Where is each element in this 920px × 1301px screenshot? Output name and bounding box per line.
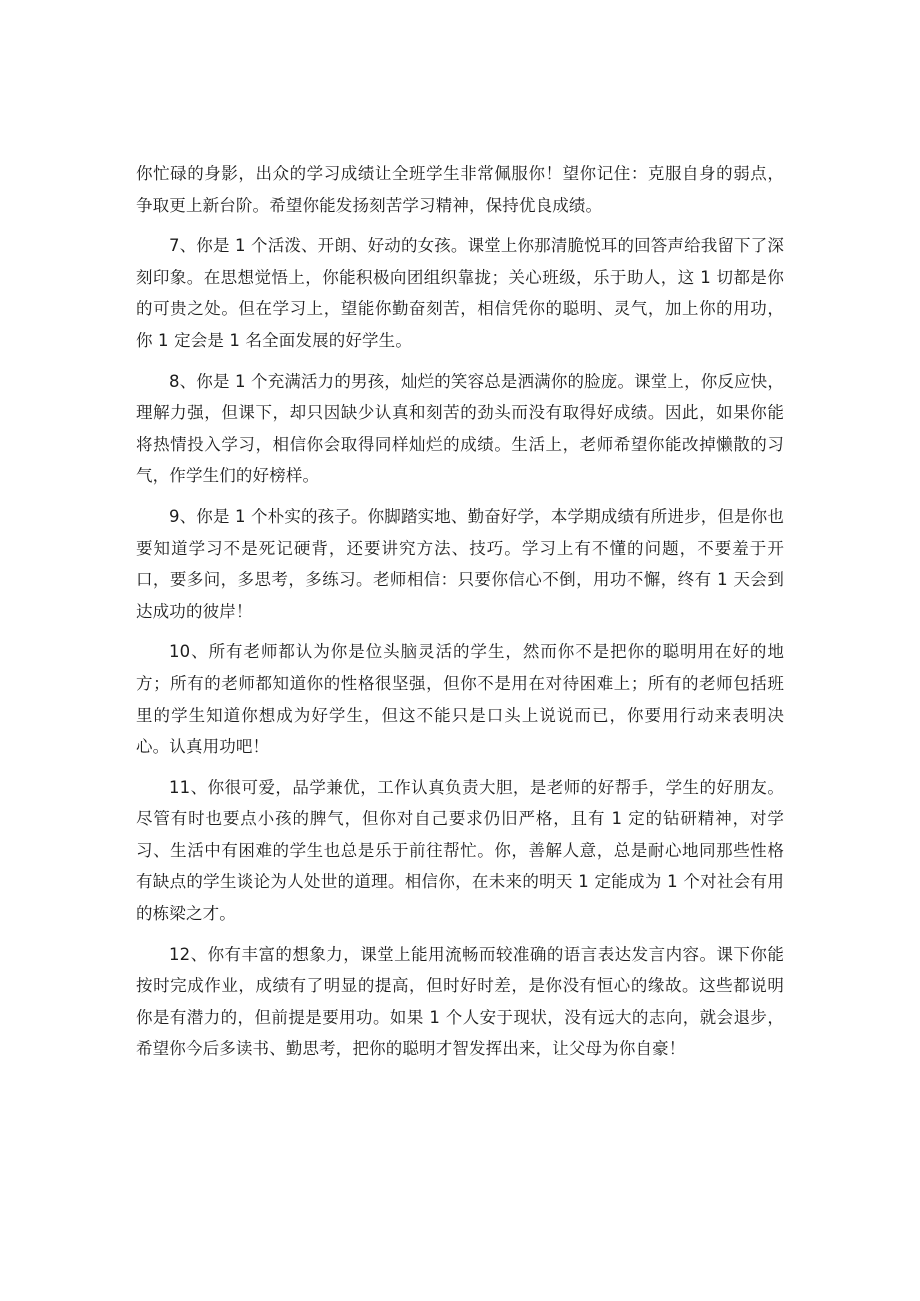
paragraph-item-10: 10、所有老师都认为你是位头脑灵活的学生，然而你不是把你的聪明用在好的地方；所有的老师都知道你的性格很坚强，但你不是用在对待困难上；所有的老师包括班里的学生知道你想成为好学生，但这不能只是口头上说说而已，你要用行动来表明决心。认真用功吧！ [136, 642, 784, 757]
document-body [136, 158, 784, 1074]
paragraph-continued: 你忙碌的身影，出众的学习成绩让全班学生非常佩服你！望你记住：克服自身的弱点，争取更上新台阶。希望你能发扬刻苦学习精神，保持优良成绩。 [136, 164, 784, 215]
paragraph-item-8: 8、你是 1 个充满活力的男孩，灿烂的笑容总是洒满你的脸庞。课堂上，你反应快，理解力强，但课下，却只因缺少认真和刻苦的劲头而没有取得好成绩。因此，如果你能将热情投入学习，相信你会取得同样灿烂的成绩。生活上，老师希望你能改掉懒散的习气，作学生们的好榜样。 [136, 371, 784, 486]
paragraph-item-11: 11、你很可爱，品学兼优，工作认真负责大胆，是老师的好帮手，学生的好朋友。尽管有时也要点小孩的脾气，但你对自己要求仍旧严格，且有 1 定的钻研精神，对学习、生活中有困难的学生也总是乐于前往帮忙。你，善解人意，总是耐心地同那些性格有缺点的学生谈论为人处世的道理。相信你，在未来的明天 1 定能成为 1 个对社会有用的栋梁之才。 [136, 777, 784, 924]
paragraph-item-9: 9、你是 1 个朴实的孩子。你脚踏实地、勤奋好学，本学期成绩有所进步，但是你也要知道学习不是死记硬背，还要讲究方法、技巧。学习上有不懂的问题，不要羞于开口，要多问，多思考，多练习。老师相信：只要你信心不倒，用功不懈，终有 1 天会到达成功的彼岸！ [136, 506, 784, 621]
paragraph-item-7: 7、你是 1 个活泼、开朗、好动的女孩。课堂上你那清脆悦耳的回答声给我留下了深刻印象。在思想觉悟上，你能积极向团组织靠拢；关心班级，乐于助人，这 1 切都是你的可贵之处。但在学习上，望能你勤奋刻苦，相信凭你的聪明、灵气，加上你的用功，你 1 定会是 1 名全面发展的好学生。 [136, 236, 784, 350]
paragraph-item-12: 12、你有丰富的想象力，课堂上能用流畅而较准确的语言表达发言内容。课下你能按时完成作业，成绩有了明显的提高，但时好时差，是你没有恒心的缘故。这些都说明你是有潜力的，但前提是要用功。如果 1 个人安于现状，没有远大的志向，就会退步，希望你今后多读书、勤思考，把你的聪明才智发挥出来，让父母为你自豪！ [136, 944, 784, 1059]
